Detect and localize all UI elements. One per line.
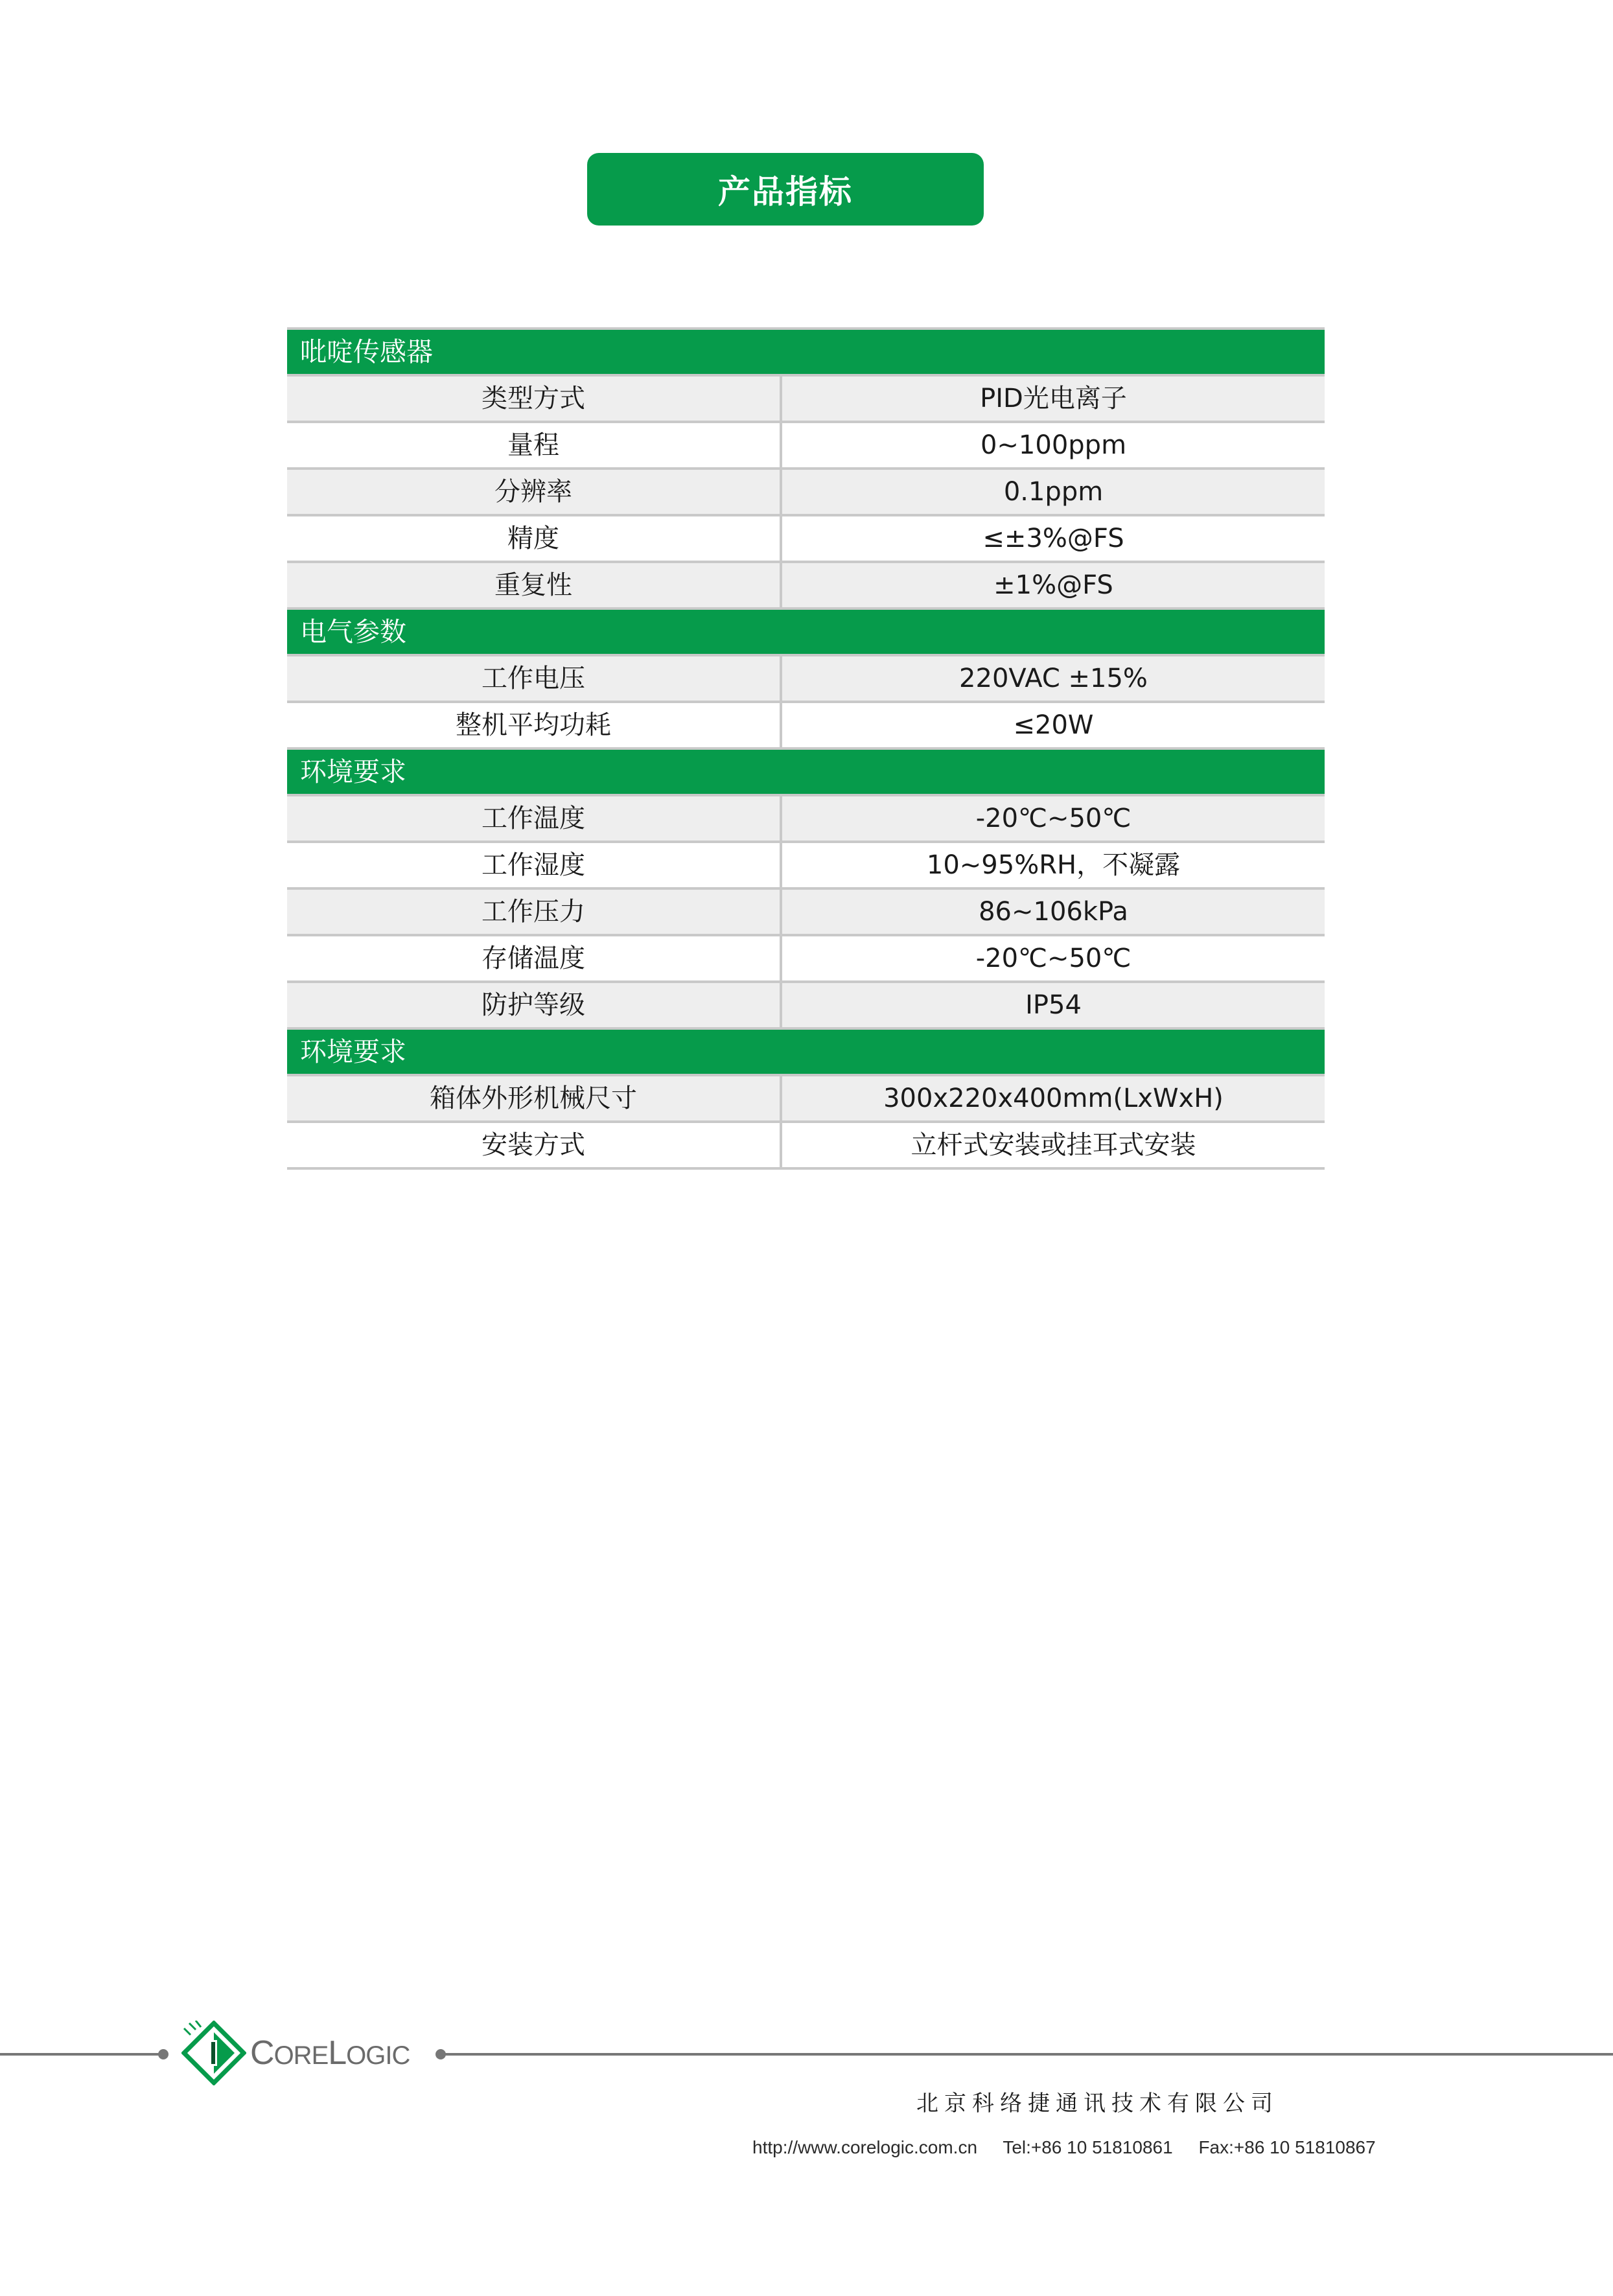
spec-value: ≤±3%@FS (982, 524, 1124, 553)
spec-value: IP54 (1025, 990, 1082, 1020)
table-row (287, 423, 1325, 470)
spec-label: 存储温度 (287, 936, 782, 980)
telephone: Tel:+86 10 51810861 (1003, 2137, 1173, 2157)
spec-label: 精度 (287, 516, 782, 561)
footer-divider-left (0, 2053, 161, 2056)
spec-label: 重复性 (287, 563, 782, 607)
spec-label: 类型方式 (287, 377, 782, 421)
spec-value: ±1%@FS (993, 570, 1113, 600)
corelogic-logo-text: CORELOGIC (250, 2034, 410, 2072)
table-row (287, 563, 1325, 610)
spec-label: 工作压力 (287, 890, 782, 934)
spec-label: 箱体外形机械尺寸 (287, 1076, 782, 1120)
footer-divider-dot-left (158, 2049, 168, 2059)
spec-value: ≤20W (1013, 710, 1094, 740)
section-header: 吡啶传感器 (287, 330, 1325, 377)
spec-table (287, 327, 1325, 1170)
page-title-text: 产品指标 (718, 173, 853, 211)
spec-label: 量程 (287, 423, 782, 467)
spec-label: 防护等级 (287, 983, 782, 1027)
spec-value: 0.1ppm (1003, 477, 1104, 507)
table-row (287, 516, 1325, 563)
table-row (287, 890, 1325, 936)
contact-info (752, 2137, 1376, 2158)
spec-value: -20℃~50℃ (975, 804, 1131, 833)
table-row (287, 656, 1325, 703)
spec-value: -20℃~50℃ (975, 944, 1131, 973)
fax: Fax:+86 10 51810867 (1198, 2137, 1376, 2157)
table-row (287, 377, 1325, 423)
table-row (287, 703, 1325, 750)
table-row (287, 936, 1325, 983)
section-header: 环境要求 (287, 750, 1325, 796)
table-row (287, 843, 1325, 890)
spec-value: 10~95%RH，不凝露 (926, 850, 1181, 880)
website-link[interactable]: http://www.corelogic.com.cn (752, 2137, 978, 2157)
table-row (287, 983, 1325, 1030)
spec-value: 86~106kPa (979, 897, 1128, 927)
table-row (287, 796, 1325, 843)
table-row (287, 1076, 1325, 1123)
page-title (587, 153, 984, 226)
spec-value: 300x220x400mm(LxWxH) (883, 1084, 1224, 1113)
company-name: 北京科络捷通讯技术有限公司 (916, 2091, 1279, 2116)
spec-value: PID光电离子 (980, 384, 1127, 413)
spec-label: 工作电压 (287, 656, 782, 701)
table-row (287, 470, 1325, 516)
section-header: 电气参数 (287, 610, 1325, 656)
spec-value: 0~100ppm (980, 430, 1127, 460)
spec-value: 220VAC ±15% (959, 664, 1148, 693)
spec-label: 分辨率 (287, 470, 782, 514)
corelogic-logo-icon (181, 2021, 246, 2085)
footer-divider-right (441, 2053, 1613, 2056)
spec-label: 整机平均功耗 (287, 703, 782, 747)
spec-label: 安装方式 (287, 1123, 782, 1167)
spec-value: 立杆式安装或挂耳式安装 (911, 1130, 1196, 1160)
section-header: 环境要求 (287, 1030, 1325, 1076)
spec-label: 工作温度 (287, 796, 782, 841)
table-row (287, 1123, 1325, 1170)
spec-label: 工作湿度 (287, 843, 782, 887)
